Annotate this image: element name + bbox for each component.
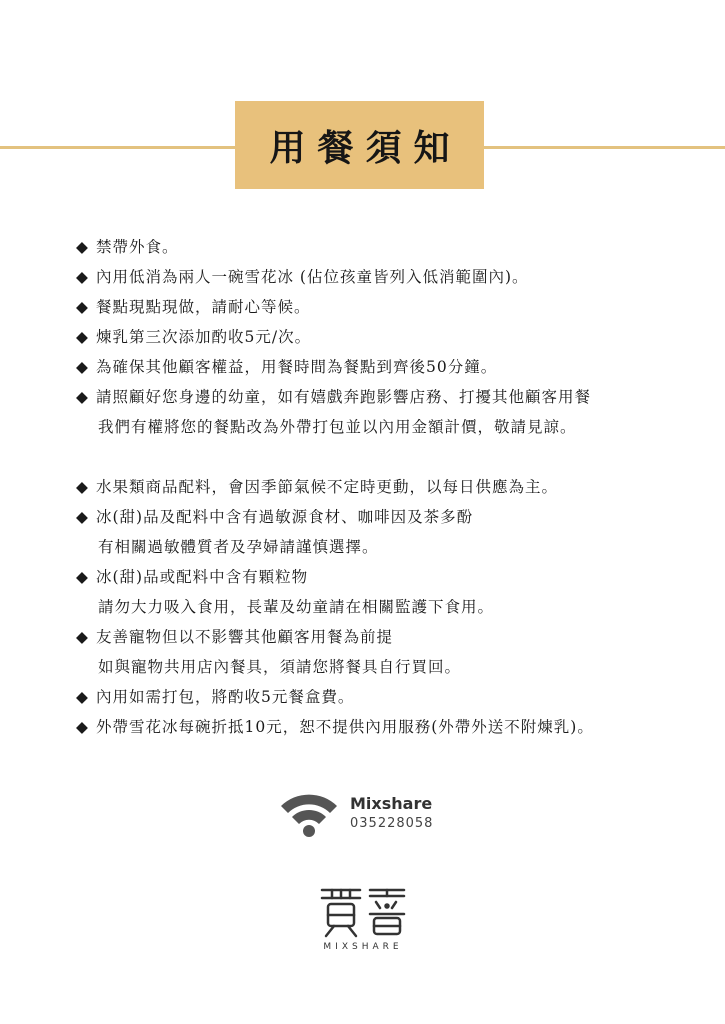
diamond-bullet-icon: ◆: [76, 298, 89, 316]
rule-text: 餐點現點現做，請耐心等候。: [96, 298, 311, 316]
rule-text: 冰(甜)品或配料中含有顆粒物: [96, 568, 309, 586]
header-line-right: [484, 146, 725, 149]
rule-item: [76, 322, 696, 352]
diamond-bullet-icon: ◆: [76, 358, 89, 376]
rule-text: 請照顧好您身邊的幼童，如有嬉戲奔跑影響店務、打擾其他顧客用餐: [96, 388, 592, 406]
rule-text: 煉乳第三次添加酌收5元/次。: [96, 328, 312, 346]
rule-text-continued: 我們有權將您的餐點改為外帶打包並以內用金額計價，敬請見諒。: [98, 418, 577, 436]
mixshare-logo-icon: [318, 884, 408, 940]
rule-text: 為確保其他顧客權益，用餐時間為餐點到齊後50分鐘。: [96, 358, 498, 376]
rule-text: 內用低消為兩人一碗雪花冰 (佔位孩童皆列入低消範圍內)。: [96, 268, 529, 286]
title-banner: [235, 101, 484, 189]
rule-item: [76, 232, 696, 262]
wifi-network-name: Mixshare: [350, 794, 433, 813]
page-title: 用餐須知: [269, 127, 462, 169]
diamond-bullet-icon: ◆: [76, 718, 89, 736]
diamond-bullet-icon: ◆: [76, 568, 89, 586]
rule-item: [76, 472, 696, 502]
rule-text: 內用如需打包，將酌收5元餐盒費。: [96, 688, 355, 706]
rule-text-continued: 如與寵物共用店內餐具，須請您將餐具自行買回。: [98, 658, 462, 676]
rule-item: [76, 682, 696, 712]
rule-text-continued: 請勿大力吸入食用，長輩及幼童請在相關監護下食用。: [98, 598, 495, 616]
diamond-bullet-icon: ◆: [76, 688, 89, 706]
wifi-password: 035228058: [350, 816, 434, 831]
brand-logo-text: MIXSHARE: [323, 942, 403, 952]
rule-item: [76, 352, 696, 382]
rule-item: [76, 382, 696, 442]
diamond-bullet-icon: ◆: [76, 628, 89, 646]
diamond-bullet-icon: ◆: [76, 478, 89, 496]
diamond-bullet-icon: ◆: [76, 238, 89, 256]
rule-item: [76, 292, 696, 322]
diamond-bullet-icon: ◆: [76, 268, 89, 286]
rule-text: 冰(甜)品及配料中含有過敏源食材、咖啡因及茶多酚: [96, 508, 474, 526]
diamond-bullet-icon: ◆: [76, 388, 89, 406]
diamond-bullet-icon: ◆: [76, 508, 89, 526]
rule-text: 友善寵物但以不影響其他顧客用餐為前提: [96, 628, 394, 646]
rule-item: [76, 502, 696, 562]
rule-item: [76, 712, 696, 742]
rule-item: [76, 562, 696, 622]
rules-list: [76, 232, 696, 742]
rule-item: [76, 622, 696, 682]
header-line-left: [0, 146, 235, 149]
rule-text: 禁帶外食。: [96, 238, 179, 256]
diamond-bullet-icon: ◆: [76, 328, 89, 346]
wifi-icon: [279, 786, 339, 838]
rule-text: 水果類商品配料，會因季節氣候不定時更動，以每日供應為主。: [96, 478, 559, 496]
rule-item: [76, 262, 696, 292]
rule-text: 外帶雪花冰每碗折抵10元，恕不提供內用服務(外帶外送不附煉乳)。: [96, 718, 594, 736]
rule-text-continued: 有相關過敏體質者及孕婦請謹慎選擇。: [98, 538, 379, 556]
